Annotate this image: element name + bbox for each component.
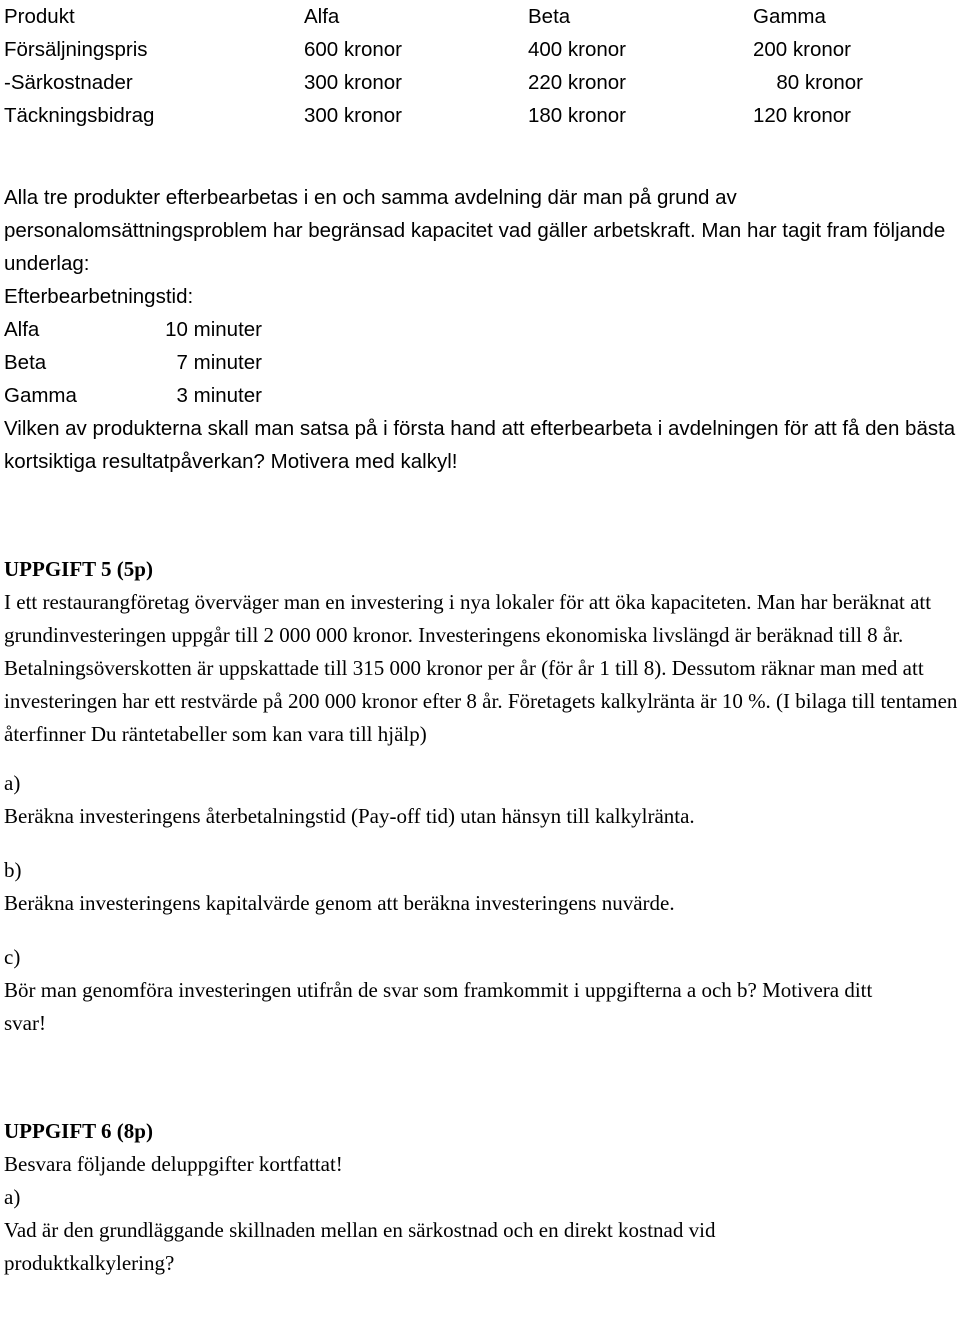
- task6-part-text: Vad är den grundläggande skillnaden mellan en särkostnad och en direkt kostnad vid produktkalkylering?: [4, 1218, 716, 1275]
- task5-part-text: Beräkna investeringens kapitalvärde genom att beräkna investeringens nuvärde.: [4, 891, 675, 915]
- table-header: Produkt: [4, 5, 75, 28]
- task6-section: [4, 1115, 958, 1280]
- table-cell: 80 kronor: [776, 71, 863, 94]
- spacer: [4, 132, 958, 181]
- task5-part-label: c): [4, 945, 21, 969]
- task4-intro: Alla tre produkter efterbearbetas i en och samma avdelning där man på grund av personalomsättningsproblem har begränsad kapacitet vad gäller arbetskraft. Man har tagit fram följande underlag:: [4, 186, 946, 275]
- time-product: Gamma: [4, 384, 77, 407]
- table-cell: 400 kronor: [528, 38, 627, 61]
- time-value: 3 minuter: [176, 384, 262, 407]
- task6-instruction: Besvara följande deluppgifter kortfattat!: [4, 1152, 343, 1176]
- table-header: Alfa: [304, 5, 340, 28]
- table-cell: 300 kronor: [304, 71, 403, 94]
- task4-question: Vilken av produkterna skall man satsa på i första hand att efterbearbeta i avdelningen för att få den bästa kortsiktiga resultatpåverkan? Motivera med kalkyl!: [4, 417, 956, 473]
- time-row: [4, 313, 958, 346]
- document-page: [4, 0, 958, 1280]
- time-value: 7 minuter: [176, 351, 262, 374]
- table-cell: 300 kronor: [304, 104, 403, 127]
- time-row: [4, 346, 958, 379]
- task5-section: [4, 553, 958, 1040]
- table-header: Beta: [528, 5, 571, 28]
- task5-heading: UPPGIFT 5 (5p): [4, 557, 153, 581]
- table-cell: Försäljningspris: [4, 38, 148, 61]
- product-table: [4, 0, 958, 132]
- table-cell: -Särkostnader: [4, 71, 133, 94]
- spacer: [4, 920, 958, 941]
- table-header-row: [4, 0, 958, 33]
- task5-body: I ett restaurangföretag överväger man en investering i nya lokaler för att öka kapaciteten. Man har beräknat att grundinvesteringen uppgår till 2 000 000 kronor. Investeringens ekonomiska livslängd är beräknad till 8 år. Betalningsöverskotten är uppskattade till 315 000 kronor per år (för år 1 till 8). Dessutom räknar man med att investeringen har ett restvärde på 200 000 kronor efter 8 år. Företagets kalkylränta är 10 %. (I bilaga till tentamen återfinner Du räntetabeller som kan vara till hjälp): [4, 590, 958, 746]
- time-product: Alfa: [4, 318, 40, 341]
- time-value: 10 minuter: [165, 318, 262, 341]
- task5-part-text: Beräkna investeringens återbetalningstid (Pay-off tid) utan hänsyn till kalkylränta.: [4, 804, 695, 828]
- spacer: [4, 478, 958, 553]
- task5-part-text: Bör man genomföra investeringen utifrån de svar som framkommit i uppgifterna a och b? Motivera ditt svar!: [4, 978, 873, 1035]
- table-cell: 180 kronor: [528, 104, 627, 127]
- table-cell: 120 kronor: [753, 104, 852, 127]
- table-cell: Täckningsbidrag: [4, 104, 155, 127]
- table-row: [4, 99, 958, 132]
- task6-part-label: a): [4, 1185, 21, 1209]
- table-cell: 200 kronor: [753, 38, 852, 61]
- task5-part-label: a): [4, 771, 21, 795]
- spacer: [4, 751, 958, 767]
- table-row: [4, 66, 958, 99]
- time-row: [4, 379, 958, 412]
- table-cell: 600 kronor: [304, 38, 403, 61]
- table-row: [4, 33, 958, 66]
- task6-heading: UPPGIFT 6 (8p): [4, 1119, 153, 1143]
- time-product: Beta: [4, 351, 47, 374]
- table-header: Gamma: [753, 5, 826, 28]
- table-cell: 220 kronor: [528, 71, 627, 94]
- task5-part-label: b): [4, 858, 22, 882]
- times-label: Efterbearbetningstid:: [4, 285, 194, 308]
- spacer: [4, 833, 958, 854]
- task4-section: [4, 181, 958, 478]
- spacer: [4, 1040, 958, 1115]
